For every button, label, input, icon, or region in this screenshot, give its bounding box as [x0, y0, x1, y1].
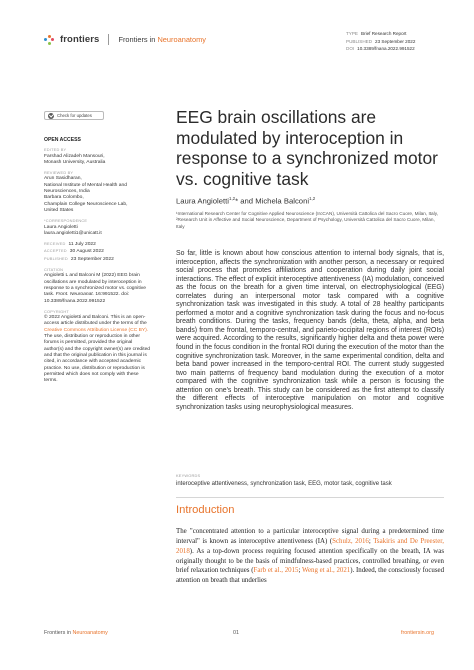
- abstract: So far, little is known about how conscious attention to internal body signals, that is, interoception, affects the synchronization with another person, a necessary or required social process that promotes affiliations and cooperation during daily joint social interactions. The effect of explicit interoceptive attentiveness (IA) modulation, conceived as the focus on the breath for a given time interval, on electrophysiological (EEG) correlates during an interpersonal motor task compared with a cognitive synchronization task was investigated in this study. A total of 28 healthy participants performed a motor and a cognitive synchronization task during the focus and no-focus breath conditions. During the tasks, frequency bands (delta, theta, alpha, and beta bands) from the frontal, temporo-central, and parieto-occipital regions of interest (ROIs) were acquired. According to the results, significantly higher delta and theta power were found in the focus condition in the frontal ROI during the execution of the motor than the cognitive synchronization task. Moreover, in the same experimental condition, delta and beta band power increased in the temporo-central ROI. The current study suggested two main patterns of frequency band modulation during the execution of a motor compared with the cognitive synchronization task while a person is focusing the attention on one's breath. This study can be considered as the first attempt to classify the different effects of interoceptive manipulation on motor and cognitive synchronization tasks using neurophysiological measures.: [176, 250, 444, 411]
- check-icon: [48, 113, 54, 119]
- copyright-text: © 2022 Angioletti and Balconi. This is an open-access article distributed under the terms of the Creative Commons Attribution License (CC BY). The use, distribution or reproduction in other forums is permitted, provided the original author(s) and the copyright owner(s) are credited and that the original publication in this journal is cited, in accordance with accepted academic practice. No use, distribution or reproduction is permitted which does not comply with these terms.: [44, 315, 151, 384]
- citation-link[interactable]: Weng et al., 2021: [302, 567, 351, 575]
- keywords-label: KEYWORDS: [176, 473, 201, 478]
- header-divider: [108, 34, 109, 45]
- sidebar-info: OPEN ACCESS EDITED BY Farshad Alizadeh Mansouri, Monash University, Australia REVIEWED BY Arun Sasidharan, National Institute of Mental Health and Neurosciences, India Barbara Colombo, Champlain College Neuroscience Lab, United States *CORRESPONDENCE Laura Angioletti laura.angioletti1@unicatt.it RECEIVED 11 July 2022 ACCEPTED 30 August 2022 PUBLISHED 23 September 2022 CITATION Angioletti L and Balconi M (2022) EEG brain oscillations are modulated by interoception in response to a synchronized motor vs. cognitive task. Front. Neuroanat. 16:991522. doi: 10.3389/fnana.2022.991522 COPYRIGHT © 2022 Angioletti and Balconi. This is an open-access article distributed under the terms of the Creative Commons Attribution License (CC BY). The use, distribution or reproduction in other forums is permitted, provided the original author(s) and the copyright owner(s) are credited and that the original publication in this journal is cited, in accordance with accepted academic practice. No use, distribution or reproduction is permitted which does not comply with these terms.: [44, 137, 151, 384]
- citation-link[interactable]: Tsakiris and De Preester, 2018: [176, 537, 445, 555]
- journal-name[interactable]: Frontiers in Neuroanatomy: [118, 35, 206, 44]
- brand-name[interactable]: frontiers: [60, 34, 100, 45]
- section-heading: Introduction: [176, 504, 235, 516]
- footer-site-link[interactable]: frontiersin.org: [401, 630, 434, 636]
- article-meta: TYPE Brief Research Report PUBLISHED 23 September 2022 DOI 10.3389/fnana.2022.991522: [346, 31, 416, 52]
- affiliations: ¹International Research Center for Cognitive Applied Neuroscience (IrcCAN), Università Cattolica del Sacro Cuore, Milan, Italy, ²Research Unit in Affective and Social Neuroscience, Department of Psychology, Università Cattolica del Sacro Cuore, Milan, Italy: [176, 211, 439, 229]
- check-for-updates-button[interactable]: Check for updates: [44, 111, 104, 120]
- footer-journal: Frontiers in Neuroanatomy: [44, 630, 108, 636]
- open-access-label: OPEN ACCESS: [44, 137, 81, 143]
- frontiers-logo-icon: [44, 35, 54, 45]
- keywords: interoceptive attentiveness, synchronization task, EEG, motor task, cognitive task: [176, 481, 392, 487]
- journal-header: [44, 34, 206, 45]
- license-link[interactable]: Creative Commons Attribution License (CC BY).: [44, 327, 149, 333]
- email-link[interactable]: laura.angioletti1@unicatt.it: [44, 230, 102, 236]
- author-list: Laura Angioletti$^{1,2}$* and Michela Balconi$^{1,2}$: [176, 196, 316, 206]
- section-divider: [176, 497, 444, 498]
- citation-link[interactable]: Farb et al., 2015: [253, 567, 299, 575]
- author-link[interactable]: Michela Balconi: [255, 196, 310, 206]
- article-title: EEG brain oscillations are modulated by interoception in response to a synchronized motor vs. cognitive task: [176, 107, 438, 189]
- citation-link[interactable]: Schulz, 2016: [332, 537, 369, 545]
- doi-link[interactable]: 10.3389/fnana.2022.991522: [357, 46, 415, 52]
- page-number: 01: [233, 630, 239, 636]
- author-link[interactable]: Laura Angioletti: [176, 196, 229, 206]
- introduction-text: The "concentrated attention to a particular interoceptive signal during a predetermined time interval" is known as interoceptive attentiveness (IA) (Schulz, 2016; Tsakiris and De Preester, 2018). As a top-down process requiring focused attention specifically on the breath, IA was originally thought to be the basis of mindfulness-based practices, controlled breathing, or even brief relaxation techniques (Farb et al., 2015; Weng et al., 2021). Indeed, the consciously focused attention on breath that underlies: [176, 528, 445, 585]
- citation-text: Angioletti L and Balconi M (2022) EEG brain oscillations are modulated by interoception in response to a synchronized motor vs. cognitive task. Front. Neuroanat. 16:991522. doi: 10.3389/fnana.2022.991522: [44, 273, 146, 304]
